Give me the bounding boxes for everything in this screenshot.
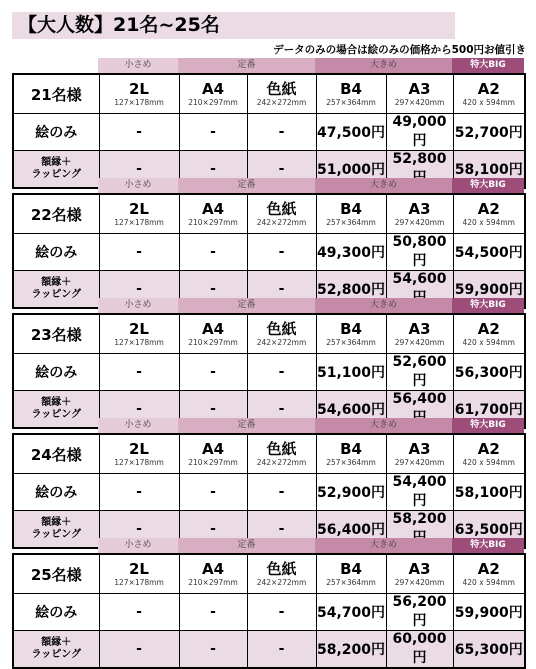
price-unavailable: -	[99, 271, 179, 309]
size-dimensions: 257×364mm	[326, 577, 376, 587]
category-extra-large: 特大BIG	[452, 538, 524, 553]
price-unavailable: -	[179, 354, 247, 391]
size-cell	[99, 194, 179, 234]
size-dimensions: 210×297mm	[188, 217, 238, 227]
group-size-label: 24名様	[13, 434, 99, 474]
size-name: A2	[477, 439, 500, 458]
price-value: 56,400円	[316, 511, 386, 549]
price-unavailable: -	[179, 511, 247, 549]
category-small: 小さめ	[98, 178, 178, 193]
price-unavailable: -	[179, 271, 247, 309]
size-cell	[453, 314, 525, 354]
size-name: B4	[340, 439, 362, 458]
group-size-label: 21名様	[13, 74, 99, 114]
price-unavailable: -	[99, 474, 179, 511]
size-dimensions: 420 x 594mm	[462, 457, 515, 467]
picture-only-row	[13, 474, 525, 511]
size-cell	[99, 314, 179, 354]
size-cell	[247, 314, 316, 354]
size-dimensions: 210×297mm	[188, 97, 238, 107]
price-value: 56,200円	[386, 594, 453, 631]
size-name: A2	[477, 319, 500, 338]
category-standard: 定番	[178, 58, 315, 73]
category-large: 大きめ	[315, 418, 452, 433]
framed-label	[13, 391, 99, 429]
picture-only-label: 絵のみ	[13, 474, 99, 511]
price-value: 54,600円	[316, 391, 386, 429]
picture-only-row	[13, 114, 525, 151]
size-name: B4	[340, 199, 362, 218]
price-unavailable: -	[247, 391, 316, 429]
framed-label-line2: ラッピング	[31, 409, 82, 420]
size-cell	[386, 314, 453, 354]
size-name: A3	[408, 559, 431, 578]
size-cell	[453, 194, 525, 234]
group-size-label: 25名様	[13, 554, 99, 594]
size-cell	[453, 554, 525, 594]
size-header-row	[13, 194, 525, 234]
price-unavailable: -	[247, 594, 316, 631]
size-dimensions: 242×272mm	[256, 97, 307, 107]
category-small: 小さめ	[98, 298, 178, 313]
size-name: 色紙	[266, 319, 297, 338]
size-name: A3	[408, 79, 431, 98]
size-dimensions: 210×297mm	[188, 457, 238, 467]
price-value: 51,100円	[316, 354, 386, 391]
size-dimensions: 127×178mm	[114, 577, 164, 587]
size-cell	[316, 554, 386, 594]
size-name: A2	[477, 79, 500, 98]
framed-label-line2: ラッピング	[31, 649, 82, 660]
category-standard: 定番	[178, 418, 315, 433]
size-dimensions: 242×272mm	[256, 217, 307, 227]
price-unavailable: -	[179, 151, 247, 189]
group-size-label: 22名様	[13, 194, 99, 234]
price-unavailable: -	[99, 114, 179, 151]
size-dimensions: 127×178mm	[114, 457, 164, 467]
price-value: 54,500円	[453, 234, 525, 271]
framed-label-line2: ラッピング	[31, 529, 82, 540]
size-dimensions: 297×420mm	[394, 217, 445, 227]
price-value: 59,900円	[453, 271, 525, 309]
framed-label-line1: 額縁＋	[41, 397, 72, 408]
size-dimensions: 242×272mm	[256, 457, 307, 467]
framed-label-line1: 額縁＋	[41, 157, 72, 168]
size-name: 色紙	[266, 199, 297, 218]
size-name: A4	[201, 559, 225, 578]
size-name: A4	[201, 199, 225, 218]
price-unavailable: -	[99, 354, 179, 391]
size-dimensions: 127×178mm	[114, 97, 164, 107]
size-dimensions: 242×272mm	[256, 337, 307, 347]
size-name: 2L	[129, 79, 149, 98]
size-name: B4	[340, 319, 362, 338]
size-header-row	[13, 554, 525, 594]
category-small: 小さめ	[98, 58, 178, 73]
size-name: A3	[408, 319, 431, 338]
size-cell	[99, 434, 179, 474]
category-extra-large: 特大BIG	[452, 418, 524, 433]
price-table	[12, 313, 526, 429]
price-value: 54,400円	[386, 474, 453, 511]
size-cell	[247, 434, 316, 474]
size-cell	[247, 194, 316, 234]
size-name: 色紙	[266, 79, 297, 98]
price-value: 52,800円	[316, 271, 386, 309]
size-cell	[99, 554, 179, 594]
size-cell	[179, 434, 247, 474]
price-value: 52,900円	[316, 474, 386, 511]
price-unavailable: -	[179, 631, 247, 669]
framed-label-line2: ラッピング	[31, 289, 82, 300]
price-unavailable: -	[99, 234, 179, 271]
size-name: A4	[201, 319, 225, 338]
size-dimensions: 420 x 594mm	[462, 337, 515, 347]
framed-label	[13, 151, 99, 189]
size-cell	[179, 74, 247, 114]
category-small: 小さめ	[98, 538, 178, 553]
size-cell	[99, 74, 179, 114]
price-value: 50,800円	[386, 234, 453, 271]
size-name: B4	[340, 559, 362, 578]
category-standard: 定番	[178, 538, 315, 553]
picture-only-row	[13, 594, 525, 631]
size-name: A4	[201, 79, 225, 98]
price-unavailable: -	[247, 271, 316, 309]
price-unavailable: -	[179, 234, 247, 271]
size-name: 色紙	[266, 439, 297, 458]
price-value: 61,700円	[453, 391, 525, 429]
size-name: B4	[340, 79, 362, 98]
size-cell	[316, 434, 386, 474]
size-name: A4	[201, 439, 225, 458]
category-standard: 定番	[178, 298, 315, 313]
size-cell	[179, 554, 247, 594]
size-dimensions: 210×297mm	[188, 577, 238, 587]
price-value: 59,900円	[453, 594, 525, 631]
size-cell	[453, 434, 525, 474]
price-unavailable: -	[179, 594, 247, 631]
price-value: 54,600	[386, 271, 453, 309]
size-dimensions: 210×297mm	[188, 337, 238, 347]
framed-row	[13, 631, 525, 669]
category-extra-large: 特大BIG	[452, 178, 524, 193]
price-value: 65,300円	[453, 631, 525, 669]
price-unavailable: -	[179, 474, 247, 511]
discount-note: データのみの場合は絵のみの価格から500円お値引き	[273, 44, 526, 56]
price-unavailable: -	[247, 151, 316, 189]
framed-label	[13, 271, 99, 309]
size-dimensions: 257×364mm	[326, 457, 376, 467]
price-value: 51,000円	[316, 151, 386, 189]
framed-label	[13, 511, 99, 549]
category-large: 大きめ	[315, 58, 452, 73]
size-name: A2	[477, 199, 500, 218]
group-size-label: 23名様	[13, 314, 99, 354]
size-name: 色紙	[266, 559, 297, 578]
price-unavailable: -	[99, 631, 179, 669]
price-unavailable: -	[179, 114, 247, 151]
size-dimensions: 127×178mm	[114, 337, 164, 347]
size-name: 2L	[129, 439, 149, 458]
size-name: A2	[477, 559, 500, 578]
price-value: 52,600円	[386, 354, 453, 391]
price-unavailable: -	[247, 474, 316, 511]
picture-only-label: 絵のみ	[13, 234, 99, 271]
price-unavailable: -	[247, 354, 316, 391]
size-cell	[316, 194, 386, 234]
size-name: A3	[408, 439, 431, 458]
size-name: 2L	[129, 319, 149, 338]
price-value: 49,300円	[316, 234, 386, 271]
size-dimensions: 420 x 594mm	[462, 97, 515, 107]
price-unavailable: -	[247, 114, 316, 151]
category-small: 小さめ	[98, 418, 178, 433]
price-unavailable: -	[247, 234, 316, 271]
price-value: 58,100円	[453, 151, 525, 189]
category-large: 大きめ	[315, 178, 452, 193]
size-cell	[247, 554, 316, 594]
price-unavailable: -	[247, 631, 316, 669]
size-cell	[179, 314, 247, 354]
size-dimensions: 257×364mm	[326, 217, 376, 227]
size-dimensions: 242×272mm	[256, 577, 307, 587]
size-header-row	[13, 314, 525, 354]
price-table	[12, 433, 526, 549]
category-extra-large: 特大BIG	[452, 298, 524, 313]
framed-label-line2: ラッピング	[31, 169, 82, 180]
price-unavailable: -	[179, 391, 247, 429]
framed-label-line1: 額縁＋	[41, 277, 72, 288]
price-table	[12, 193, 526, 309]
price-value: 58,200	[386, 511, 453, 549]
price-unavailable: -	[99, 391, 179, 429]
size-cell	[316, 314, 386, 354]
price-value: 47,500円	[316, 114, 386, 151]
size-cell	[386, 194, 453, 234]
price-unavailable: -	[99, 511, 179, 549]
size-dimensions: 297×420mm	[394, 577, 445, 587]
category-large: 大きめ	[315, 298, 452, 313]
price-value: 49,000円	[386, 114, 453, 151]
size-dimensions: 297×420mm	[394, 457, 445, 467]
size-dimensions: 257×364mm	[326, 97, 376, 107]
size-cell	[247, 74, 316, 114]
category-large: 大きめ	[315, 538, 452, 553]
picture-only-row	[13, 234, 525, 271]
price-value: 63,500円	[453, 511, 525, 549]
price-value: 58,100円	[453, 474, 525, 511]
size-cell	[316, 74, 386, 114]
size-dimensions: 257×364mm	[326, 337, 376, 347]
price-unavailable: -	[99, 151, 179, 189]
price-unavailable: -	[99, 594, 179, 631]
size-dimensions: 297×420mm	[394, 337, 445, 347]
framed-label-line1: 額縁＋	[41, 637, 72, 648]
size-cell	[386, 74, 453, 114]
price-value: 58,200円	[316, 631, 386, 669]
size-cell	[386, 554, 453, 594]
price-unavailable: -	[247, 511, 316, 549]
picture-only-row	[13, 354, 525, 391]
size-cell	[179, 194, 247, 234]
picture-only-label: 絵のみ	[13, 354, 99, 391]
page-title: 【大人数】21名~25名	[12, 12, 455, 39]
picture-only-label: 絵のみ	[13, 114, 99, 151]
category-standard: 定番	[178, 178, 315, 193]
price-table	[12, 553, 526, 669]
size-dimensions: 420 x 594mm	[462, 577, 515, 587]
price-value: 56,400	[386, 391, 453, 429]
picture-only-label: 絵のみ	[13, 594, 99, 631]
size-dimensions: 127×178mm	[114, 217, 164, 227]
size-dimensions: 420 x 594mm	[462, 217, 515, 227]
price-value: 56,300円	[453, 354, 525, 391]
size-name: 2L	[129, 199, 149, 218]
size-cell	[386, 434, 453, 474]
size-name: 2L	[129, 559, 149, 578]
size-name: A3	[408, 199, 431, 218]
size-header-row	[13, 434, 525, 474]
size-dimensions: 297×420mm	[394, 97, 445, 107]
price-value: 54,700円	[316, 594, 386, 631]
size-cell	[453, 74, 525, 114]
size-header-row	[13, 74, 525, 114]
price-value: 60,000円	[386, 631, 453, 669]
framed-label-line1: 額縁＋	[41, 517, 72, 528]
category-extra-large: 特大BIG	[452, 58, 524, 73]
price-table	[12, 73, 526, 189]
framed-label	[13, 631, 99, 669]
price-value: 52,800	[386, 151, 453, 189]
price-value: 52,700円	[453, 114, 525, 151]
